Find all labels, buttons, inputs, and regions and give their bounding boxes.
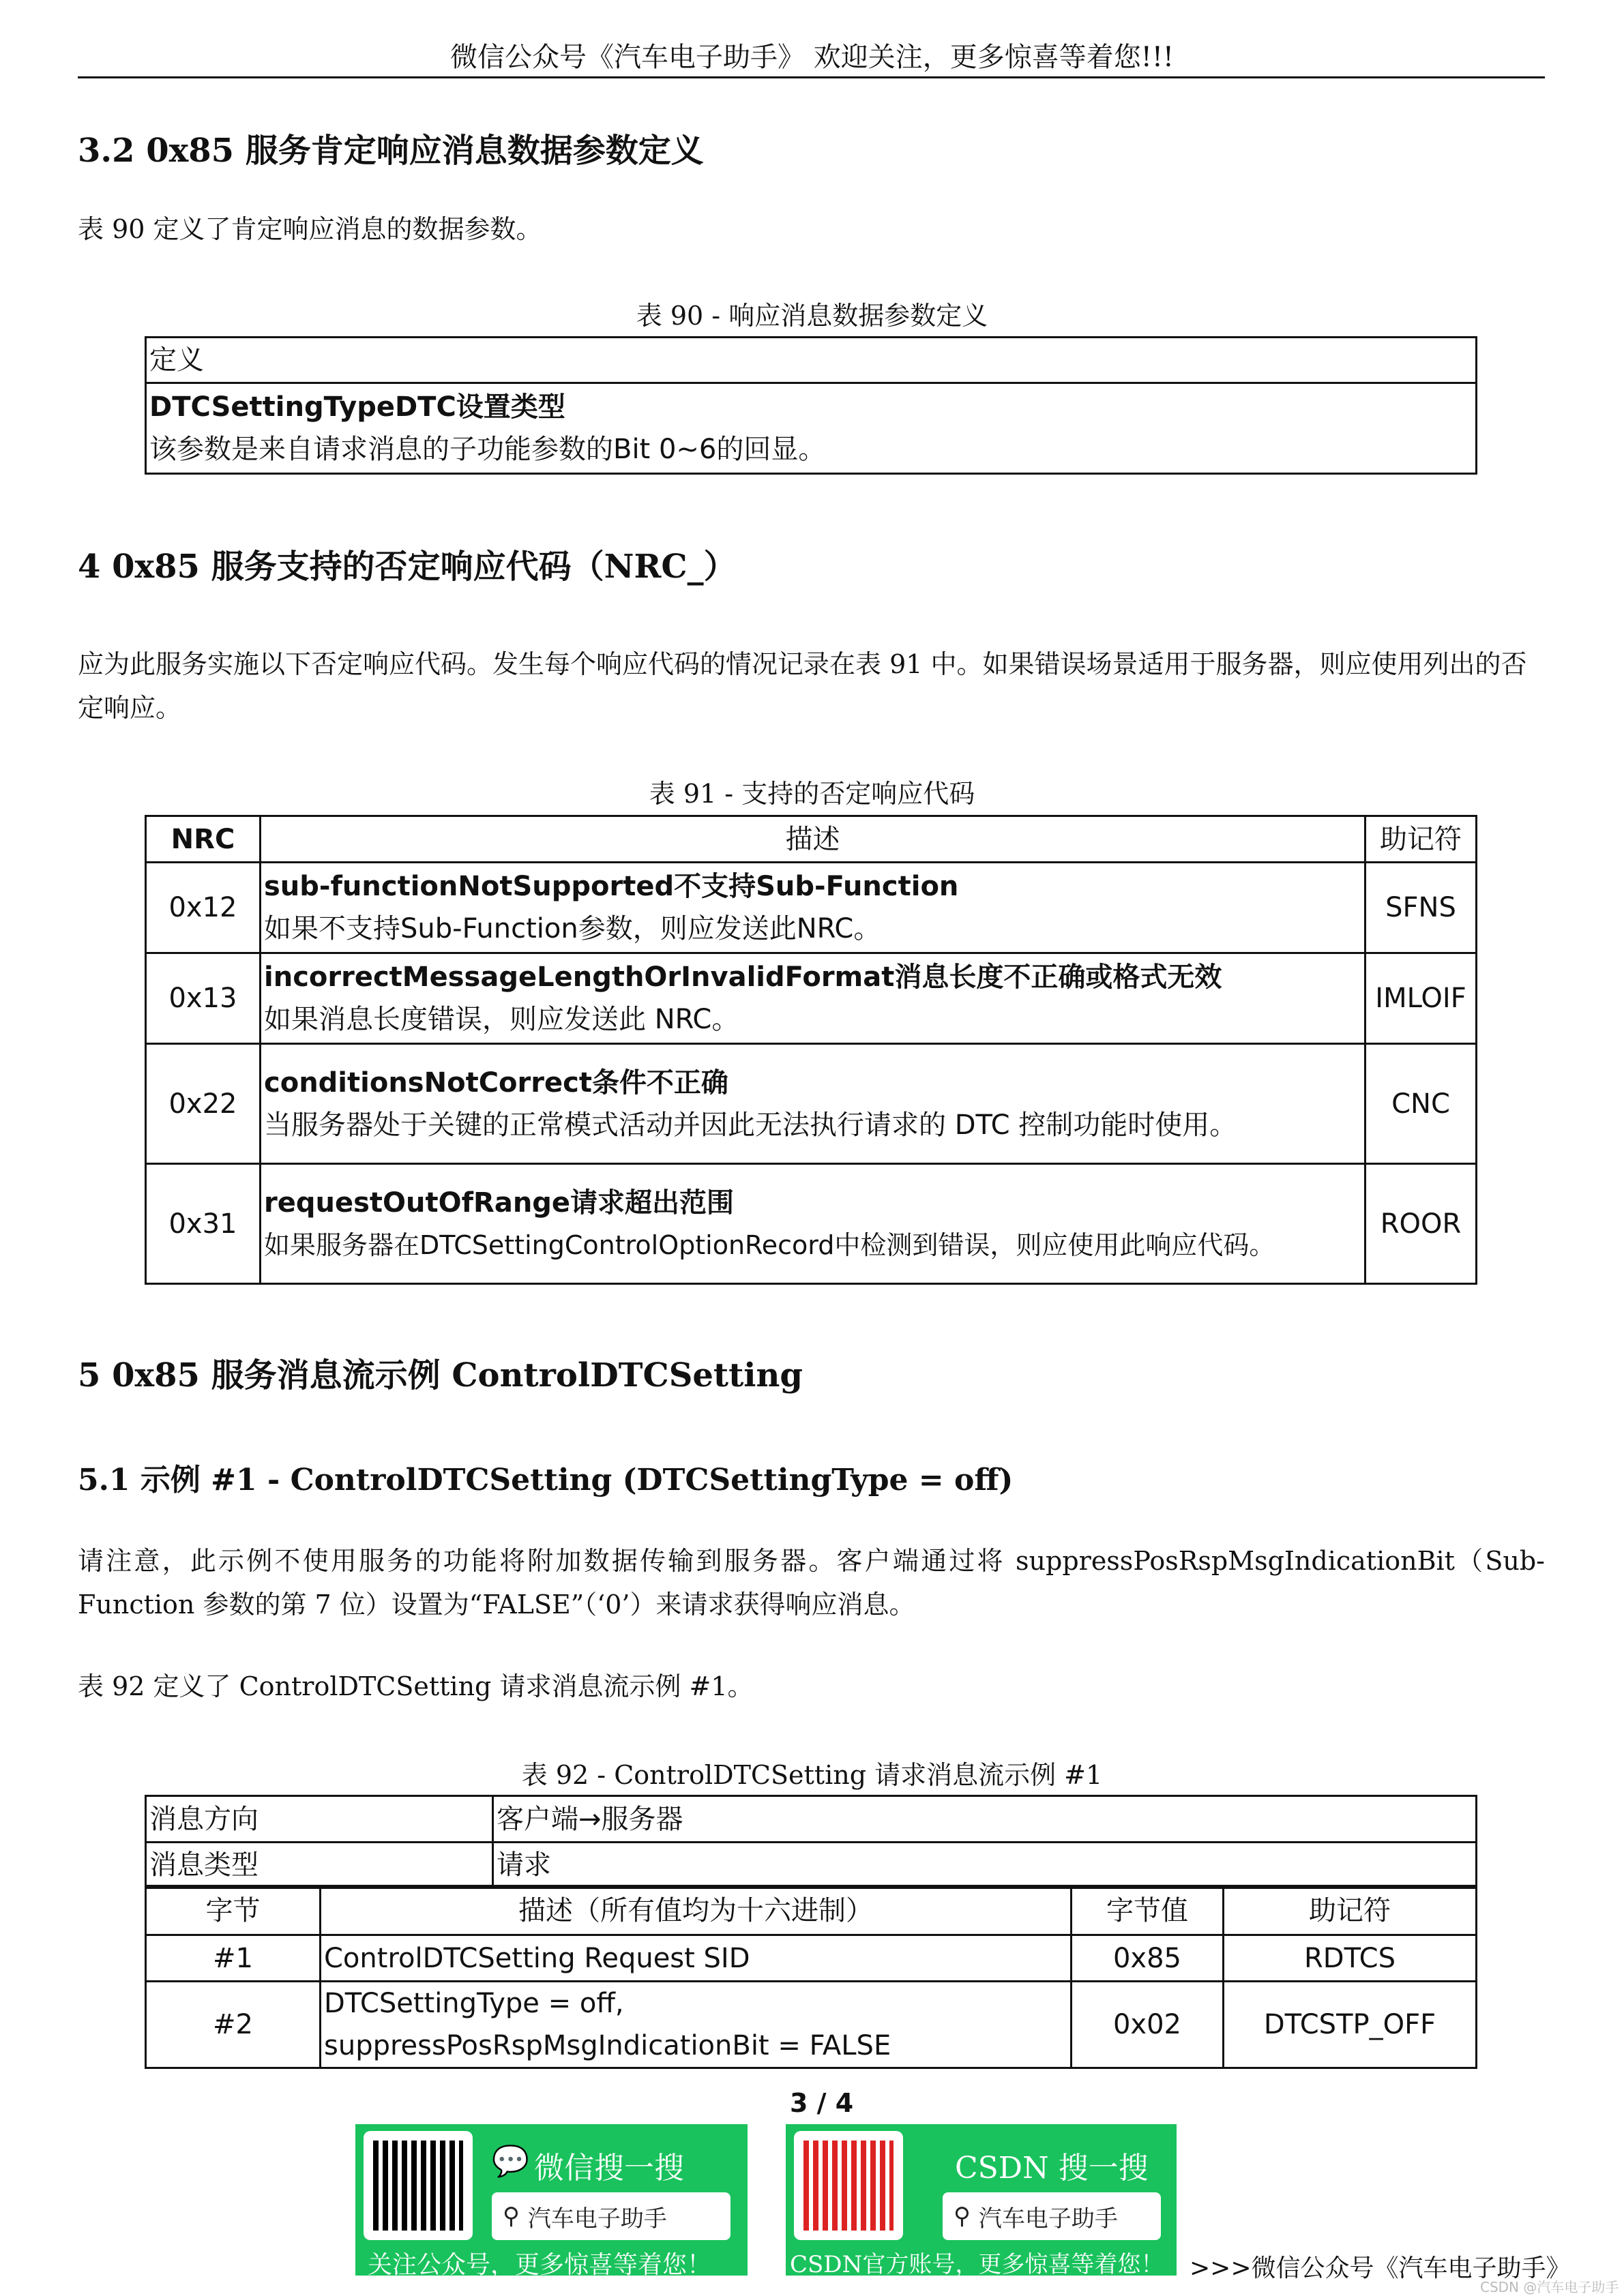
section-4-para: 应为此服务实施以下否定响应代码。发生每个响应代码的情况记录在表 91 中。如果错误场景适用于服务器，则应使用列出的否定响应。 [78, 649, 1527, 723]
col-header-mnemonic: 助记符 [1365, 816, 1477, 863]
byte-index: #2 [146, 1982, 321, 2068]
table-row [146, 1982, 1477, 2068]
table-92 [145, 1885, 1477, 2069]
section-5-1-title: 5.1 示例 #1 - ControlDTCSetting (DTCSettingType = off) [78, 1463, 1014, 1497]
wechat-icon: 💬 [492, 2144, 529, 2179]
table-90-head: 定义 [146, 338, 1477, 383]
byte-value: 0x02 [1072, 1982, 1224, 2068]
nrc-desc: 如果不支持Sub-Function参数，则应发送此NRC。 [264, 913, 881, 944]
table-91 [145, 815, 1477, 1285]
type-label: 消息类型 [146, 1843, 493, 1888]
csdn-banner-footer: CSDN官方账号，更多惊喜等着您！ [790, 2251, 1164, 2278]
nrc-code: 0x13 [146, 953, 261, 1044]
table-row [146, 863, 1477, 953]
wechat-search-box[interactable] [492, 2192, 730, 2240]
nrc-name: incorrectMessageLengthOrInvalidFormat消息长度不正确或格式无效 [264, 961, 1222, 993]
csdn-banner-title: CSDN 搜一搜 [955, 2151, 1149, 2186]
nrc-name: conditionsNotCorrect条件不正确 [264, 1067, 728, 1099]
csdn-search-box[interactable] [943, 2192, 1161, 2240]
page-header: 微信公众号《汽车电子助手》 欢迎关注，更多惊喜等着您!!! [450, 42, 1174, 73]
search-icon: ⚲ [954, 2203, 971, 2230]
csdn-search-text: 汽车电子助手 [978, 2205, 1118, 2233]
wechat-banner[interactable] [355, 2124, 748, 2279]
nrc-mnemonic: SFNS [1365, 863, 1477, 953]
col-header-value: 字节值 [1072, 1886, 1224, 1935]
nrc-name: sub-functionNotSupported不支持Sub-Function [264, 871, 959, 902]
table-91-caption: 表 91 - 支持的否定响应代码 [649, 779, 975, 809]
nrc-mnemonic: IMLOIF [1365, 953, 1477, 1044]
table-row [146, 1935, 1477, 1982]
nrc-code: 0x22 [146, 1044, 261, 1164]
col-header-byte: 字节 [146, 1886, 321, 1935]
byte-value: 0x85 [1072, 1935, 1224, 1982]
table-90-param-desc: 该参数是来自请求消息的子功能参数的Bit 0~6的回显。 [149, 434, 826, 465]
table-row [146, 1044, 1477, 1164]
nrc-code: 0x31 [146, 1164, 261, 1284]
header-divider [78, 76, 1545, 78]
wechat-qr-code [364, 2131, 473, 2240]
table-92-caption: 表 92 - ControlDTCSetting 请求消息流示例 #1 [521, 1760, 1103, 1790]
direction-value: 客户端→服务器 [493, 1796, 1477, 1843]
nrc-code: 0x12 [146, 863, 261, 953]
section-5-title: 5 0x85 服务消息流示例 ControlDTCSetting [78, 1356, 803, 1395]
nrc-mnemonic: CNC [1365, 1044, 1477, 1164]
col-header-desc: 描述（所有值均为十六进制） [321, 1886, 1072, 1935]
byte-mnemonic: RDTCS [1224, 1935, 1477, 1982]
table-90-caption: 表 90 - 响应消息数据参数定义 [636, 301, 988, 331]
section-5-1-para: 请注意，此示例不使用服务的功能将附加数据传输到服务器。客户端通过将 suppressPosRspMsgIndicationBit（Sub-Function 参数的第 7 位）设置为“FALSE”（‘0’）来请求获得响应消息。 [78, 1546, 1545, 1620]
byte-desc: DTCSettingType = off, [324, 1988, 624, 2019]
watermark: CSDN @汽车电子助手 [1480, 2279, 1619, 2295]
nrc-mnemonic: ROOR [1365, 1164, 1477, 1284]
nrc-desc: 如果服务器在DTCSettingControlOptionRecord中检测到错误，则应使用此响应代码。 [264, 1229, 1275, 1260]
csdn-banner[interactable] [786, 2124, 1177, 2276]
page-number: 3 / 4 [790, 2088, 854, 2118]
table-90-param-name: DTCSettingTypeDTC设置类型 [149, 391, 565, 423]
nrc-desc: 如果消息长度错误，则应发送此 NRC。 [264, 1004, 739, 1035]
wechat-banner-title: 微信搜一搜 [534, 2151, 684, 2186]
col-header-mnemonic: 助记符 [1224, 1886, 1477, 1935]
col-header-desc: 描述 [261, 816, 1365, 863]
nrc-desc: 当服务器处于关键的正常模式活动并因此无法执行请求的 DTC 控制功能时使用。 [264, 1109, 1237, 1141]
table-90 [145, 336, 1477, 475]
search-icon: ⚲ [503, 2203, 520, 2230]
table-row [146, 1164, 1477, 1284]
section-4-title: 4 0x85 服务支持的否定响应代码（NRC_） [78, 548, 737, 586]
wechat-banner-footer: 关注公众号，更多惊喜等着您！ [368, 2251, 712, 2279]
table-row [146, 953, 1477, 1044]
byte-desc: ControlDTCSetting Request SID [321, 1935, 1072, 1982]
col-header-nrc: NRC [146, 816, 261, 863]
nrc-name: requestOutOfRange请求超出范围 [264, 1187, 735, 1219]
byte-desc-2: suppressPosRspMsgIndicationBit = FALSE [324, 2030, 891, 2061]
type-value: 请求 [493, 1843, 1477, 1888]
table-92-meta [145, 1795, 1477, 1889]
section-3-2-para: 表 90 定义了肯定响应消息的数据参数。 [78, 214, 542, 244]
section-3-2-title: 3.2 0x85 服务肯定响应消息数据参数定义 [78, 132, 704, 170]
footer-text: >>>微信公众号《汽车电子助手》 [1190, 2254, 1571, 2282]
byte-mnemonic: DTCSTP_OFF [1224, 1982, 1477, 2068]
csdn-qr-code [794, 2131, 903, 2240]
byte-index: #1 [146, 1935, 321, 1982]
wechat-search-text: 汽车电子助手 [527, 2205, 667, 2233]
section-5-1-para2: 表 92 定义了 ControlDTCSetting 请求消息流示例 #1。 [78, 1671, 754, 1701]
direction-label: 消息方向 [146, 1796, 493, 1843]
